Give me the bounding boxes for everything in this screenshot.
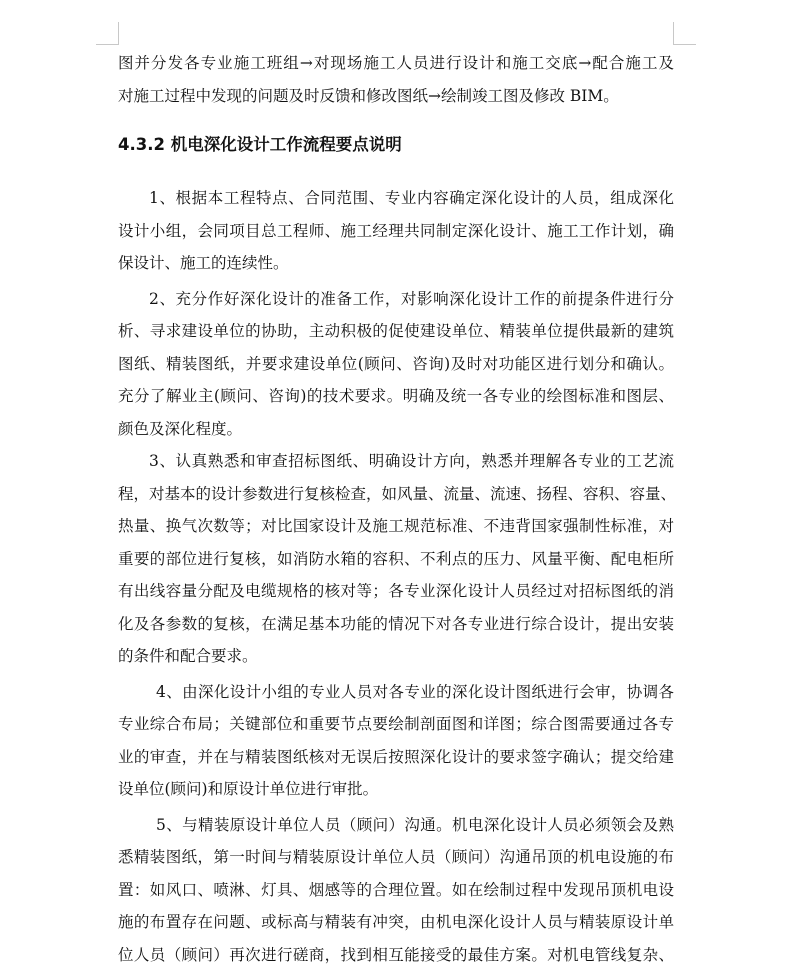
paragraph-3	[118, 445, 674, 673]
paragraph-2	[118, 283, 674, 446]
text-line: 程，对基本的设计参数进行复核检查，如风量、流量、流速、扬程、容积、容量、	[118, 478, 674, 511]
margin-corner-mark-left	[96, 22, 119, 45]
text-line: 有出线容量分配及电缆规格的核对等；各专业深化设计人员经过对招标图纸的消	[118, 575, 674, 608]
text-line: 业的审查，并在与精装图纸核对无误后按照深化设计的要求签字确认；提交给建	[118, 741, 674, 774]
intro-paragraph	[118, 47, 674, 112]
text-line: 2、充分作好深化设计的准备工作，对影响深化设计工作的前提条件进行分	[118, 283, 674, 316]
text-line: 保设计、施工的连续性。	[118, 247, 674, 280]
text-line: 置：如风口、喷淋、灯具、烟感等的合理位置。如在绘制过程中发现吊顶机电设	[118, 874, 674, 907]
paragraph-1	[118, 182, 674, 280]
text-line: 设计小组，会同项目总工程师、施工经理共同制定深化设计、施工工作计划，确	[118, 215, 674, 248]
paragraph-4	[118, 676, 674, 806]
text-line: 悉精装图纸，第一时间与精装原设计单位人员（顾问）沟通吊顶的机电设施的布	[118, 841, 674, 874]
text-line: 图并分发各专业施工班组→对现场施工人员进行设计和施工交底→配合施工及	[118, 47, 674, 80]
section-heading: 4.3.2 机电深化设计工作流程要点说明	[118, 128, 674, 162]
text-line: 对施工过程中发现的问题及时反馈和修改图纸→绘制竣工图及修改 BIM。	[118, 80, 674, 113]
text-line: 析、寻求建设单位的协助，主动积极的促使建设单位、精装单位提供最新的建筑	[118, 315, 674, 348]
text-line: 颜色及深化程度。	[118, 413, 674, 446]
margin-corner-mark-right	[673, 22, 696, 45]
text-line: 重要的部位进行复核，如消防水箱的容积、不利点的压力、风量平衡、配电柜所	[118, 543, 674, 576]
text-line: 的条件和配合要求。	[118, 640, 674, 673]
text-line: 3、认真熟悉和审查招标图纸、明确设计方向，熟悉并理解各专业的工艺流	[118, 445, 674, 478]
text-line: 5、与精装原设计单位人员（顾问）沟通。机电深化设计人员必须领会及熟	[118, 809, 674, 842]
text-line: 充分了解业主(顾问、咨询)的技术要求。明确及统一各专业的绘图标准和图层、	[118, 380, 674, 413]
text-line: 施的布置存在问题、或标高与精装有冲突，由机电深化设计人员与精装原设计单	[118, 906, 674, 939]
document-body	[118, 47, 674, 971]
text-line: 化及各参数的复核，在满足基本功能的情况下对各专业进行综合设计，提出安装	[118, 608, 674, 641]
text-line: 热量、换气次数等；对比国家设计及施工规范标准、不违背国家强制性标准，对	[118, 510, 674, 543]
text-line: 图纸、精装图纸，并要求建设单位(顾问、咨询)及时对功能区进行划分和确认。	[118, 348, 674, 381]
paragraph-5	[118, 809, 674, 971]
text-line: 位人员（顾问）再次进行磋商，找到相互能接受的最佳方案。对机电管线复杂、	[118, 939, 674, 971]
text-line: 专业综合布局；关键部位和重要节点要绘制剖面图和详图；综合图需要通过各专	[118, 708, 674, 741]
text-line: 设单位(顾问)和原设计单位进行审批。	[118, 773, 674, 806]
text-line: 4、由深化设计小组的专业人员对各专业的深化设计图纸进行会审，协调各	[118, 676, 674, 709]
text-line: 1、根据本工程特点、合同范围、专业内容确定深化设计的人员，组成深化	[118, 182, 674, 215]
